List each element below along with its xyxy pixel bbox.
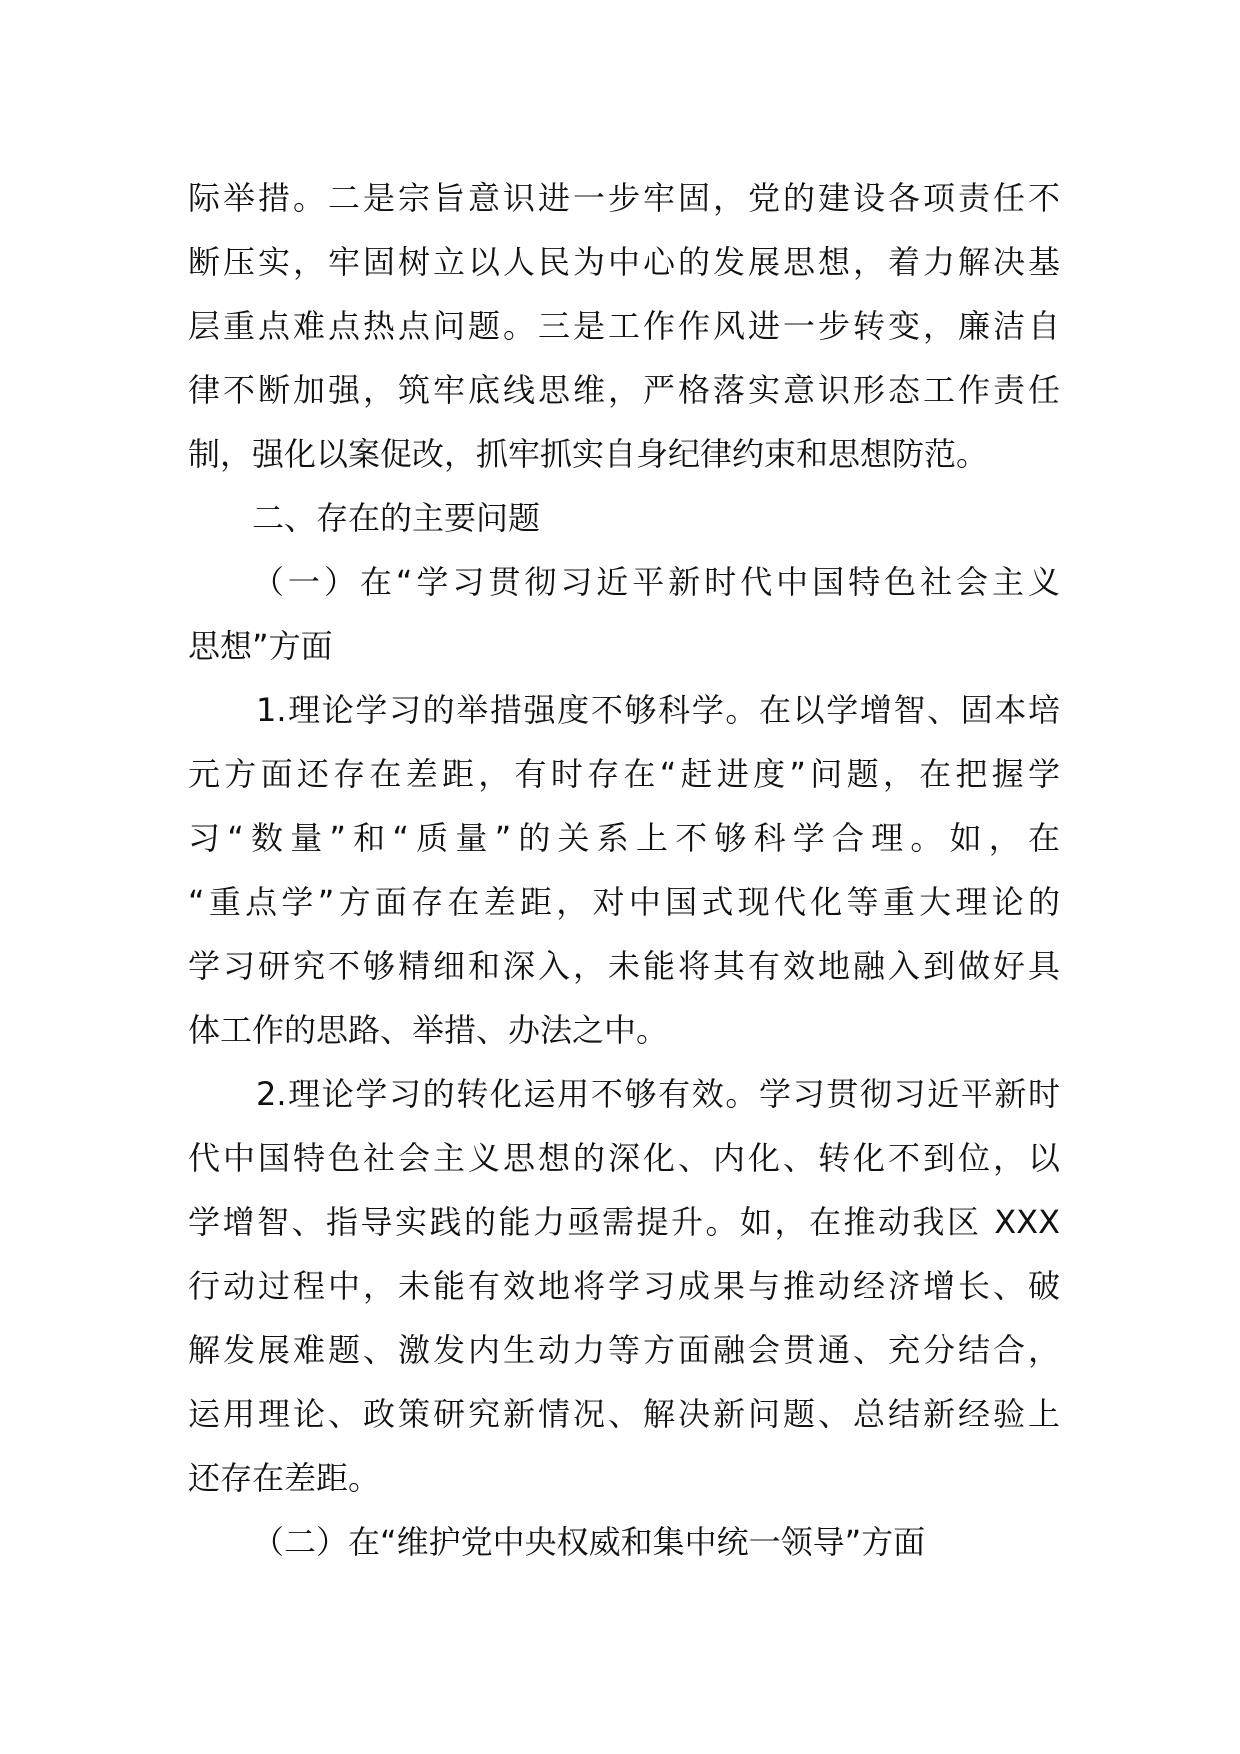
text-line: 习“数量”和“质量”的关系上不够科学合理。如，在 — [188, 819, 1060, 857]
text-line: 际举措。二是宗旨意识进一步牢固，党的建设各项责任不 — [188, 179, 1060, 217]
text-line: 行动过程中，未能有效地将学习成果与推动经济增长、破 — [188, 1267, 1060, 1305]
subsection-heading-1 — [188, 550, 1060, 678]
text-line: 运用理论、政策研究新情况、解决新问题、总结新经验上 — [188, 1395, 1060, 1433]
document-body — [188, 166, 1060, 1574]
heading-line: （二）在“维护党中央权威和集中统一领导”方面 — [252, 1523, 926, 1561]
text-line: 律不断加强，筑牢底线思维，严格落实意识形态工作责任 — [188, 371, 1060, 409]
paragraph-intro-continuation — [188, 166, 1060, 486]
text-line: 断压实，牢固树立以人民为中心的发展思想，着力解决基 — [188, 243, 1060, 281]
text-line: 代中国特色社会主义思想的深化、内化、转化不到位，以 — [188, 1139, 1060, 1177]
subsection-heading-2 — [188, 1510, 1060, 1574]
heading-line: 思想”方面 — [188, 627, 333, 665]
text-line: 层重点难点热点问题。三是工作作风进一步转变，廉洁自 — [188, 307, 1060, 345]
text-line: 制，强化以案促改，抓牢抓实自身纪律约束和思想防范。 — [188, 435, 989, 473]
text-line: 学增智、指导实践的能力亟需提升。如，在推动我区 XXX — [188, 1203, 1060, 1241]
text-line: “重点学”方面存在差距，对中国式现代化等重大理论的 — [188, 883, 1060, 921]
text-line: 2.理论学习的转化运用不够有效。学习贯彻习近平新时 — [256, 1075, 1060, 1113]
section-heading-main-problems — [188, 486, 1060, 550]
text-line: 体工作的思路、举措、办法之中。 — [188, 1011, 669, 1049]
problem-item-2 — [188, 1062, 1060, 1510]
text-line: 元方面还存在差距，有时存在“赶进度”问题，在把握学 — [188, 755, 1060, 793]
problem-item-1 — [188, 678, 1060, 1062]
heading-line: 二、存在的主要问题 — [252, 499, 541, 537]
text-line: 解发展难题、激发内生动力等方面融会贯通、充分结合， — [188, 1331, 1060, 1369]
heading-line: （一）在“学习贯彻习近平新时代中国特色社会主义 — [252, 563, 1060, 601]
text-line: 还存在差距。 — [188, 1459, 381, 1497]
text-line: 学习研究不够精细和深入，未能将其有效地融入到做好具 — [188, 947, 1060, 985]
text-line: 1.理论学习的举措强度不够科学。在以学增智、固本培 — [256, 691, 1060, 729]
